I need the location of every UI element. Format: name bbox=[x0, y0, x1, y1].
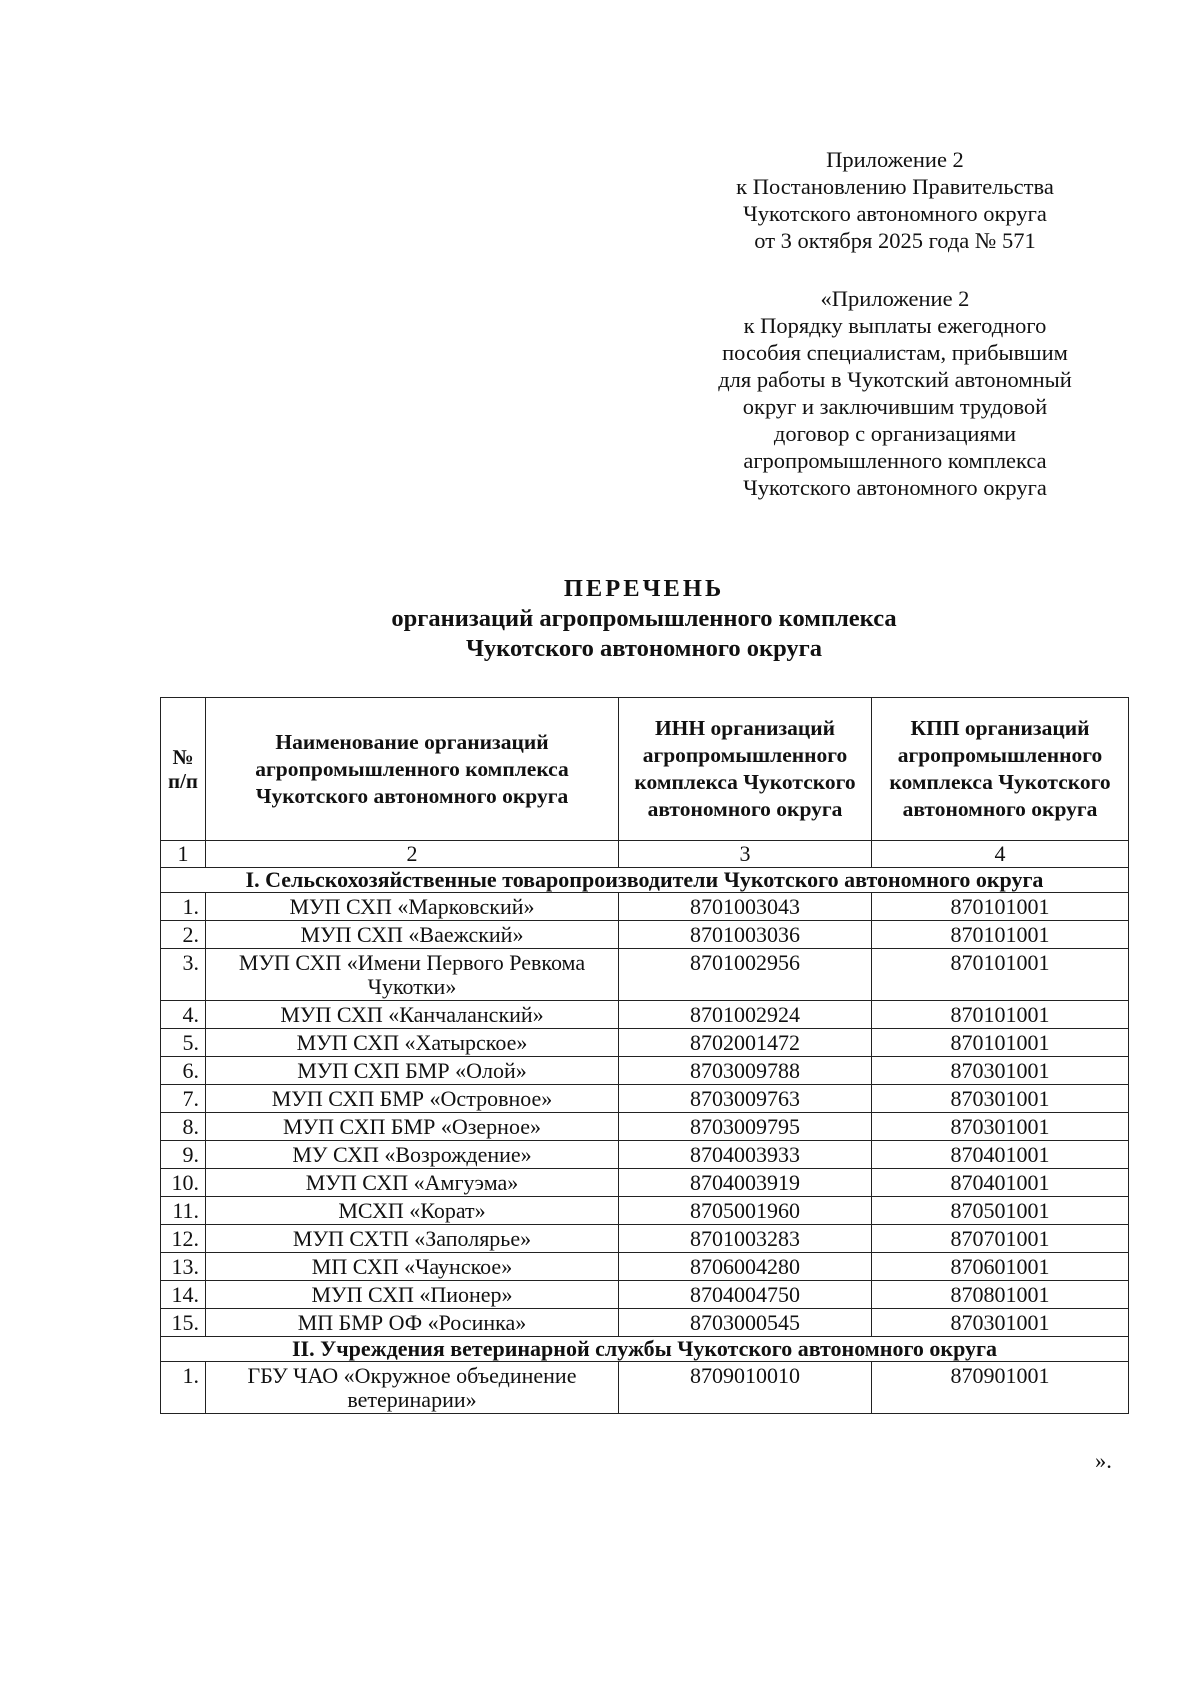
header-name: Наименование организаций агропромышленного комплекса Чукотского автономного округа bbox=[206, 698, 619, 841]
inn-value: 8703000545 bbox=[619, 1309, 872, 1337]
appendix-quote bbox=[690, 285, 1100, 501]
header-kpp: КПП организаций агропромышленного комплекса Чукотского автономного округа bbox=[872, 698, 1129, 841]
kpp-value: 870301001 bbox=[872, 1057, 1129, 1085]
organization-name: МУП СХП БМР «Островное» bbox=[206, 1085, 619, 1113]
appendix-quote-line: «Приложение 2 bbox=[820, 286, 970, 311]
column-number: 4 bbox=[872, 841, 1129, 868]
kpp-value: 870301001 bbox=[872, 1113, 1129, 1141]
kpp-value: 870101001 bbox=[872, 949, 1129, 1001]
organization-name: МУП СХП БМР «Озерное» bbox=[206, 1113, 619, 1141]
section2-body bbox=[161, 1362, 1129, 1414]
appendix-header-line: Чукотского автономного округа bbox=[743, 201, 1047, 226]
organization-name: МУП СХТП «Заполярье» bbox=[206, 1225, 619, 1253]
table-row bbox=[161, 1113, 1129, 1141]
appendix-quote-line: для работы в Чукотский автономный bbox=[718, 367, 1072, 392]
inn-value: 8701003043 bbox=[619, 893, 872, 921]
organizations-table bbox=[160, 697, 1129, 1414]
kpp-value: 870901001 bbox=[872, 1362, 1129, 1414]
inn-value: 8701002924 bbox=[619, 1001, 872, 1029]
title-subline: организаций агропромышленного комплекса bbox=[391, 605, 897, 632]
row-number: 14. bbox=[161, 1281, 206, 1309]
organization-name: МУП СХП «Марковский» bbox=[206, 893, 619, 921]
appendix-header bbox=[690, 146, 1100, 254]
page-title: ПЕРЕЧЕНЬ bbox=[563, 575, 725, 602]
organization-name: МСХП «Корат» bbox=[206, 1197, 619, 1225]
appendix-header-line: к Постановлению Правительства bbox=[736, 174, 1054, 199]
section-title: I. Сельскохозяйственные товаропроизводители Чукотского автономного округа bbox=[161, 868, 1129, 893]
inn-value: 8704004750 bbox=[619, 1281, 872, 1309]
title-subline: Чукотского автономного округа bbox=[465, 635, 823, 662]
section-row bbox=[161, 1337, 1129, 1362]
kpp-value: 870401001 bbox=[872, 1169, 1129, 1197]
appendix-header-line: Приложение 2 bbox=[826, 147, 964, 172]
organization-name: МУ СХП «Возрождение» bbox=[206, 1141, 619, 1169]
kpp-value: 870801001 bbox=[872, 1281, 1129, 1309]
table-row bbox=[161, 1309, 1129, 1337]
inn-value: 8702001472 bbox=[619, 1029, 872, 1057]
inn-value: 8701003036 bbox=[619, 921, 872, 949]
table-row bbox=[161, 1057, 1129, 1085]
row-number: 7. bbox=[161, 1085, 206, 1113]
inn-value: 8705001960 bbox=[619, 1197, 872, 1225]
header-num: № п/п bbox=[161, 698, 206, 841]
organization-name: МУП СХП БМР «Олой» bbox=[206, 1057, 619, 1085]
row-number: 15. bbox=[161, 1309, 206, 1337]
organization-name: МУП СХП «Пионер» bbox=[206, 1281, 619, 1309]
organization-name: МУП СХП «Хатырское» bbox=[206, 1029, 619, 1057]
table-row bbox=[161, 893, 1129, 921]
table-row bbox=[161, 921, 1129, 949]
table-row bbox=[161, 1085, 1129, 1113]
table-header-row bbox=[161, 698, 1129, 841]
inn-value: 8706004280 bbox=[619, 1253, 872, 1281]
organization-name: МУП СХП «Ваежский» bbox=[206, 921, 619, 949]
table-row bbox=[161, 1141, 1129, 1169]
inn-value: 8703009795 bbox=[619, 1113, 872, 1141]
appendix-quote-line: агропромышленного комплекса bbox=[743, 448, 1047, 473]
kpp-value: 870301001 bbox=[872, 1309, 1129, 1337]
organization-name: МУП СХП «Амгуэма» bbox=[206, 1169, 619, 1197]
appendix-quote-line: пособия специалистам, прибывшим bbox=[722, 340, 1068, 365]
table-row bbox=[161, 1253, 1129, 1281]
row-number: 1. bbox=[161, 893, 206, 921]
kpp-value: 870101001 bbox=[872, 893, 1129, 921]
row-number: 10. bbox=[161, 1169, 206, 1197]
column-number: 3 bbox=[619, 841, 872, 868]
column-number: 1 bbox=[161, 841, 206, 868]
inn-value: 8701002956 bbox=[619, 949, 872, 1001]
kpp-value: 870601001 bbox=[872, 1253, 1129, 1281]
row-number: 11. bbox=[161, 1197, 206, 1225]
appendix-quote-line: договор с организациями bbox=[773, 421, 1017, 446]
row-number: 6. bbox=[161, 1057, 206, 1085]
kpp-value: 870501001 bbox=[872, 1197, 1129, 1225]
row-number: 3. bbox=[161, 949, 206, 1001]
closing-quote-mark: ». bbox=[1095, 1448, 1112, 1473]
kpp-value: 870101001 bbox=[872, 921, 1129, 949]
row-number: 5. bbox=[161, 1029, 206, 1057]
document-title bbox=[160, 574, 1128, 664]
organization-name: МУП СХП «Канчаланский» bbox=[206, 1001, 619, 1029]
kpp-value: 870301001 bbox=[872, 1085, 1129, 1113]
table-row bbox=[161, 1225, 1129, 1253]
row-number: 4. bbox=[161, 1001, 206, 1029]
table-row bbox=[161, 1001, 1129, 1029]
table-row bbox=[161, 1281, 1129, 1309]
row-number: 2. bbox=[161, 921, 206, 949]
organization-name: МП СХП «Чаунское» bbox=[206, 1253, 619, 1281]
row-number: 8. bbox=[161, 1113, 206, 1141]
appendix-quote-line: к Порядку выплаты ежегодного bbox=[743, 313, 1047, 338]
section-title: II. Учреждения ветеринарной службы Чукотского автономного округа bbox=[161, 1337, 1129, 1362]
inn-value: 8704003933 bbox=[619, 1141, 872, 1169]
inn-value: 8704003919 bbox=[619, 1169, 872, 1197]
organization-name: МП БМР ОФ «Росинка» bbox=[206, 1309, 619, 1337]
kpp-value: 870101001 bbox=[872, 1001, 1129, 1029]
organization-name: ГБУ ЧАО «Окружное объединение ветеринарии» bbox=[206, 1362, 619, 1414]
header-inn: ИНН организаций агропромышленного комплекса Чукотского автономного округа bbox=[619, 698, 872, 841]
kpp-value: 870701001 bbox=[872, 1225, 1129, 1253]
table-row bbox=[161, 1197, 1129, 1225]
inn-value: 8709010010 bbox=[619, 1362, 872, 1414]
section-row bbox=[161, 868, 1129, 893]
appendix-quote-line: округ и заключившим трудовой bbox=[742, 394, 1048, 419]
row-number: 12. bbox=[161, 1225, 206, 1253]
row-number: 1. bbox=[161, 1362, 206, 1414]
appendix-header-line: от 3 октября 2025 года № 571 bbox=[754, 228, 1036, 253]
inn-value: 8701003283 bbox=[619, 1225, 872, 1253]
kpp-value: 870101001 bbox=[872, 1029, 1129, 1057]
row-number: 13. bbox=[161, 1253, 206, 1281]
section1-body bbox=[161, 893, 1129, 1337]
table-row bbox=[161, 1169, 1129, 1197]
table-row bbox=[161, 1362, 1129, 1414]
inn-value: 8703009763 bbox=[619, 1085, 872, 1113]
column-numbers-row bbox=[161, 841, 1129, 868]
organization-name: МУП СХП «Имени Первого Ревкома Чукотки» bbox=[206, 949, 619, 1001]
inn-value: 8703009788 bbox=[619, 1057, 872, 1085]
table-row bbox=[161, 1029, 1129, 1057]
appendix-quote-line: Чукотского автономного округа bbox=[743, 475, 1047, 500]
kpp-value: 870401001 bbox=[872, 1141, 1129, 1169]
column-number: 2 bbox=[206, 841, 619, 868]
row-number: 9. bbox=[161, 1141, 206, 1169]
table-row bbox=[161, 949, 1129, 1001]
